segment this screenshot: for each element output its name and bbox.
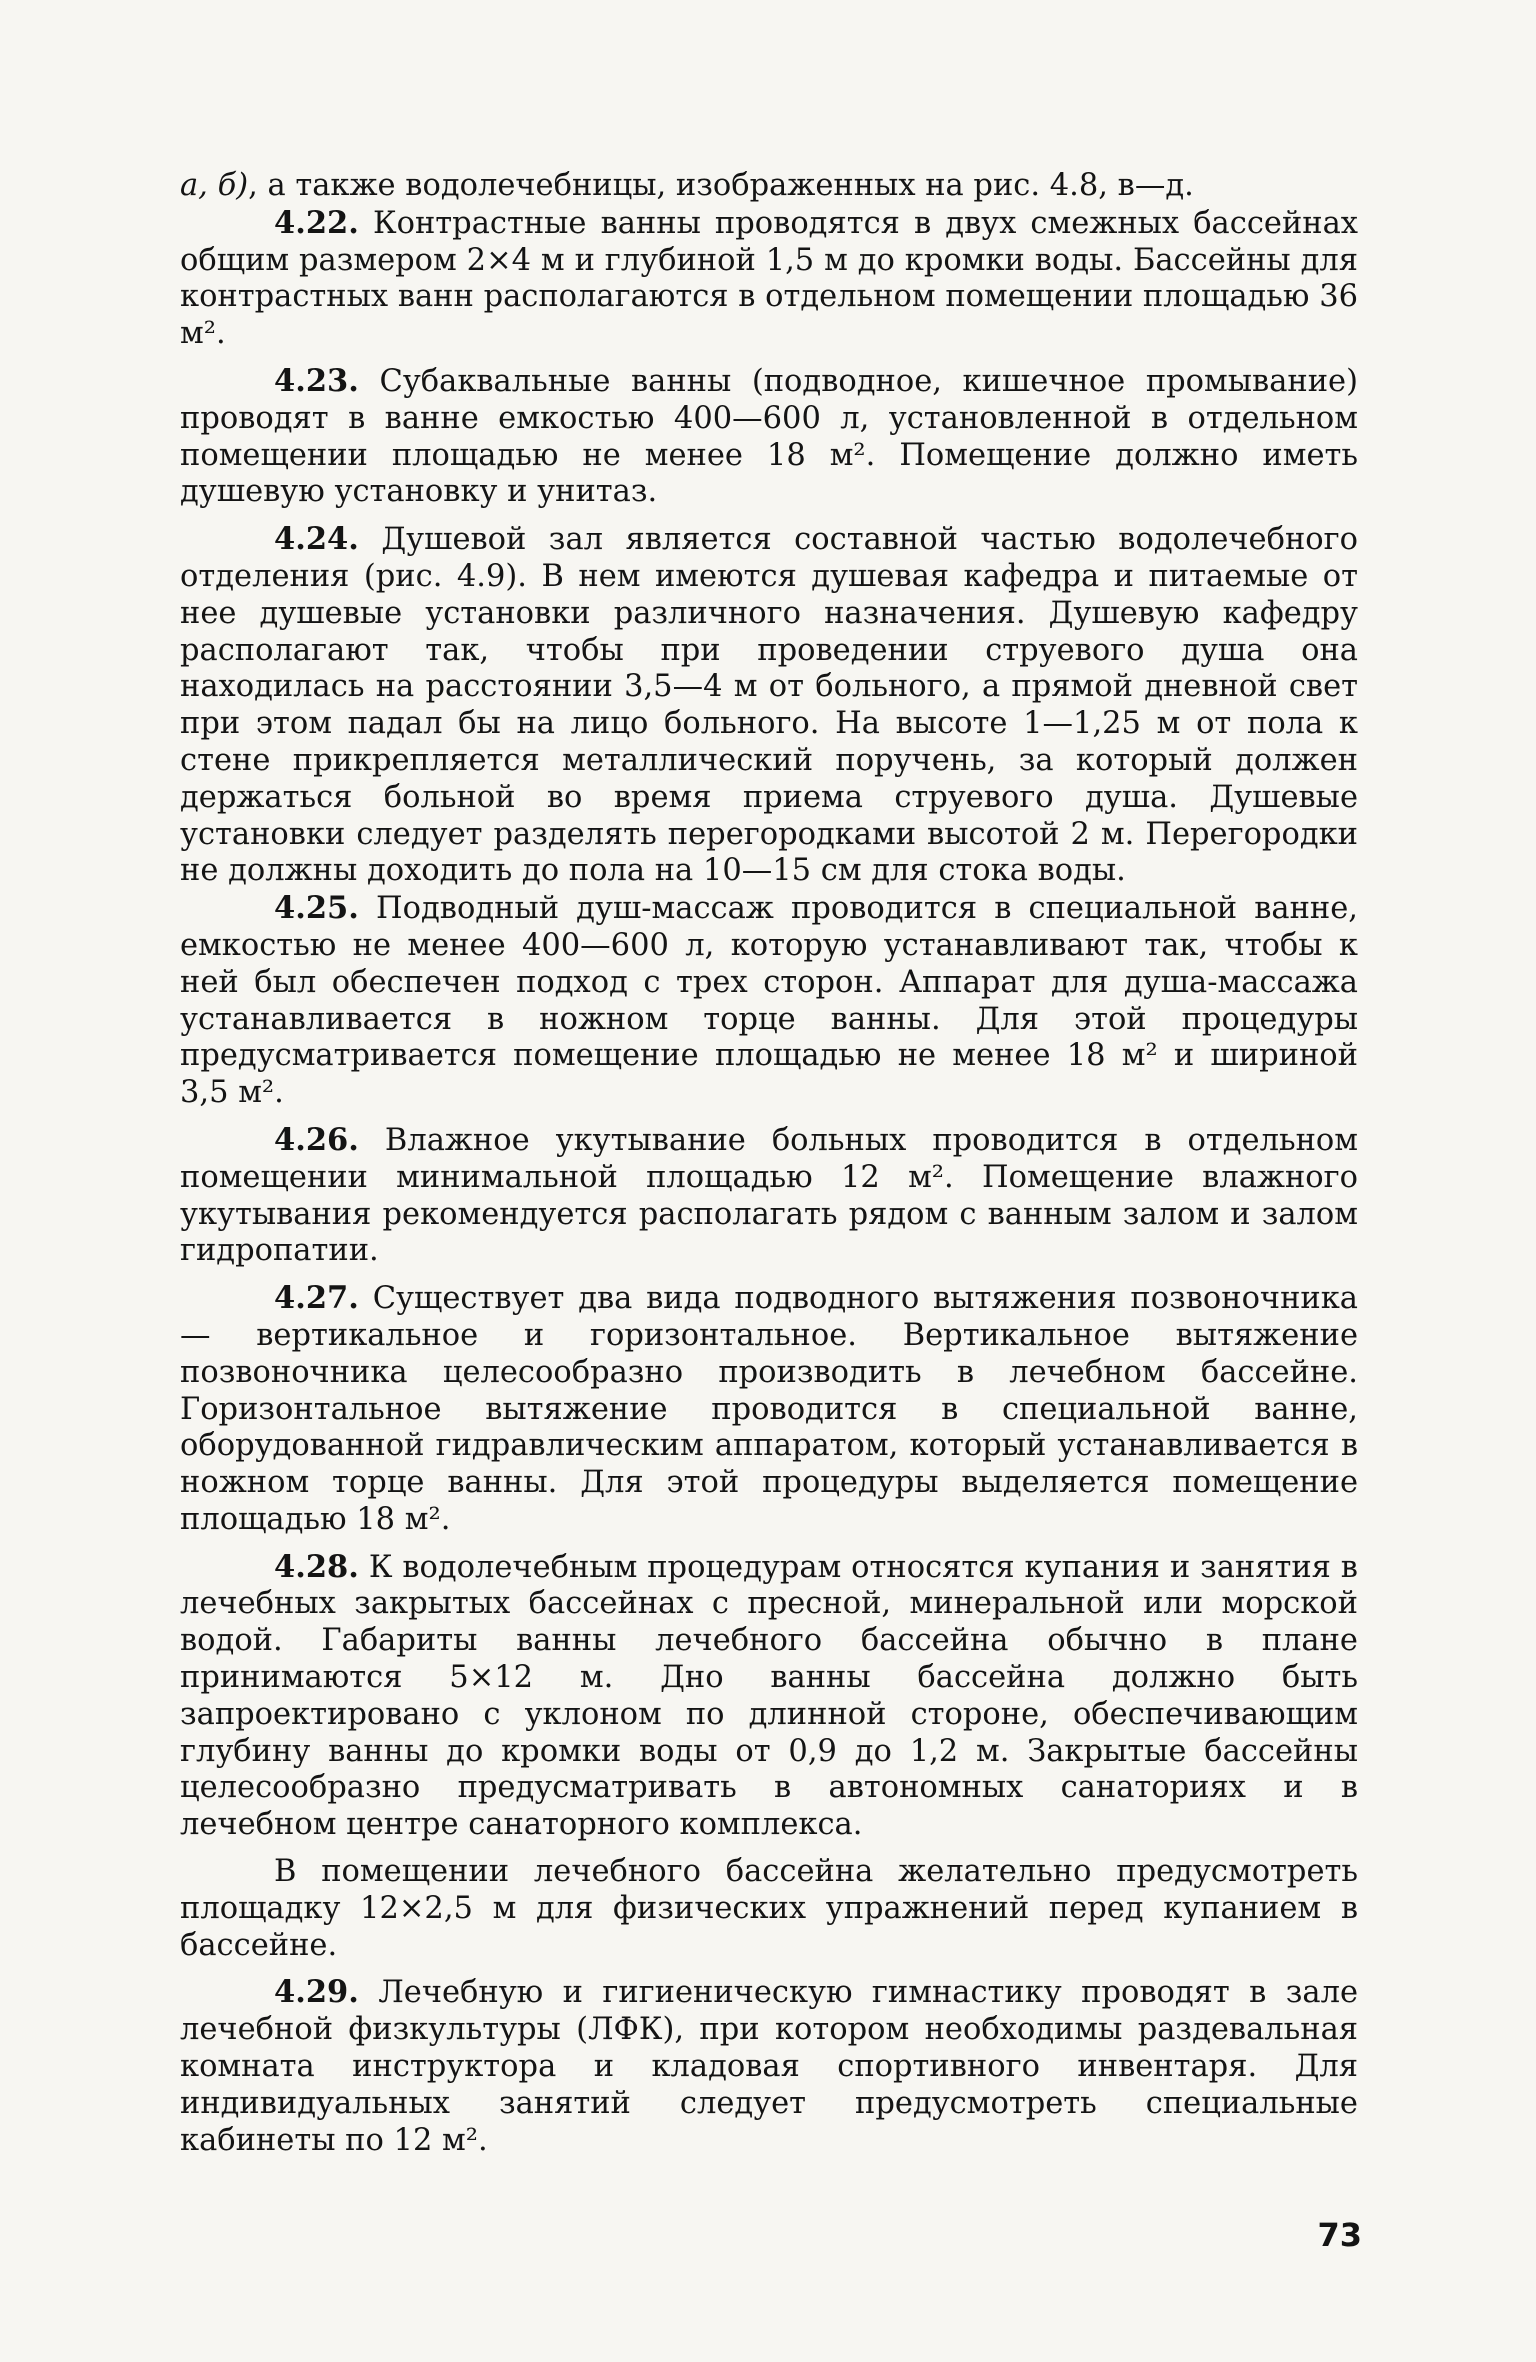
body-text — [180, 168, 1358, 2159]
paragraph-4-24 — [180, 521, 1358, 890]
paragraph-text: К водолечебным процедурам относятся купания и занятия в лечебных закрытых бассейнах с пресной, минеральной или морской водой. Габариты ванны лечебного бассейна обычно в плане принимаются 5×12 м. Дно ванны бассейна должно быть запроектировано с уклоном по длинной стороне, обеспечивающим глубину ванны до кромки воды от 0,9 до 1,2 м. Закрытые бассейны целесообразно предусматривать в автономных санаториях и в лечебном центре санаторного комплекса. — [180, 1549, 1358, 1843]
paragraph-text: , а также водолечебницы, изображенных на рис. 4.8, в—д. — [248, 168, 1194, 203]
paragraph-4-28 — [180, 1549, 1358, 1844]
paragraph-4-25 — [180, 890, 1358, 1112]
paragraph-4-27 — [180, 1280, 1358, 1539]
section-number: 4.23. — [274, 362, 359, 399]
paragraph-4-29 — [180, 1974, 1358, 2159]
paragraph-text: Влажное укутывание больных проводится в отдельном помещении минимальной площадью 12 м². Помещение влажного укутывания рекомендуется располагать рядом с ванным залом и залом гидропатии. — [180, 1122, 1358, 1269]
paragraph-text: В помещении лечебного бассейна желательно предусмотреть площадку 12×2,5 м для физических упражнений перед купанием в бассейне. — [180, 1854, 1358, 1963]
paragraph-text: Лечебную и гигиеническую гимнастику проводят в зале лечебной физкультуры (ЛФК), при котором необходимы раздевальная комната инструктора и кладовая спортивного инвентаря. Для индивидуальных занятий следует предусмотреть специальные кабинеты по 12 м². — [180, 1975, 1358, 2158]
paragraph-4-23 — [180, 363, 1358, 511]
paragraph-text: Существует два вида подводного вытяжения позвоночника — вертикальное и горизонтальное. Вертикальное вытяжение позвоночника целесообразно производить в лечебном бассейне. Горизонтальное вытяжение проводится в специальной ванне, оборудованной гидравлическим аппаратом, который устанавливается в ножном торце ванны. Для этой процедуры выделяется помещение площадью 18 м². — [180, 1281, 1358, 1537]
section-number: 4.25. — [274, 890, 359, 927]
paragraph-4-28-continued — [180, 1854, 1358, 1964]
paragraph-text: Душевой зал является составной частью водолечебного отделения (рис. 4.9). В нем имеются душевая кафедра и питаемые от нее душевые установки различного назначения. Душевую кафедру располагают так, чтобы при проведении струевого душа она находилась на расстоянии 3,5—4 м от больного, а прямой дневной свет при этом падал бы на лицо больного. На высоте 1—1,25 м от пола к стене прикрепляется металлический поручень, за который должен держаться больной во время приема струевого душа. Душевые установки следует разделять перегородками высотой 2 м. Перегородки не должны доходить до пола на 10—15 см для стока воды. — [180, 522, 1358, 889]
page-number: 73 — [1317, 2216, 1362, 2254]
paragraph-text: Субаквальные ванны (подводное, кишечное промывание) проводят в ванне емкостью 400—600 л, установленной в отдельном помещении площадью не менее 18 м². Помещение должно иметь душевую установку и унитаз. — [180, 363, 1358, 510]
section-number: 4.26. — [274, 1121, 359, 1158]
section-number: 4.29. — [274, 1974, 359, 2011]
section-number: 4.22. — [274, 204, 359, 241]
figure-reference-prefix: а, б) — [180, 168, 249, 203]
paragraph-text: Подводный душ-массаж проводится в специальной ванне, емкостью не менее 400—600 л, которую устанавливают так, чтобы к ней был обеспечен подход с трех сторон. Аппарат для душа-массажа устанавливается в ножном торце ванны. Для этой процедуры предусматривается помещение площадью не менее 18 м² и шириной 3,5 м². — [180, 891, 1358, 1111]
paragraph-continuation — [180, 168, 1358, 205]
paragraph-text: Контрастные ванны проводятся в двух смежных бассейнах общим размером 2×4 м и глубиной 1,5 м до кромки воды. Бассейны для контрастных ванн располагаются в отдельном помещении площадью 36 м². — [180, 205, 1358, 352]
paragraph-4-22 — [180, 205, 1358, 353]
paragraph-4-26 — [180, 1122, 1358, 1270]
section-number: 4.28. — [274, 1548, 359, 1585]
section-number: 4.27. — [274, 1280, 359, 1317]
section-number: 4.24. — [274, 521, 359, 558]
